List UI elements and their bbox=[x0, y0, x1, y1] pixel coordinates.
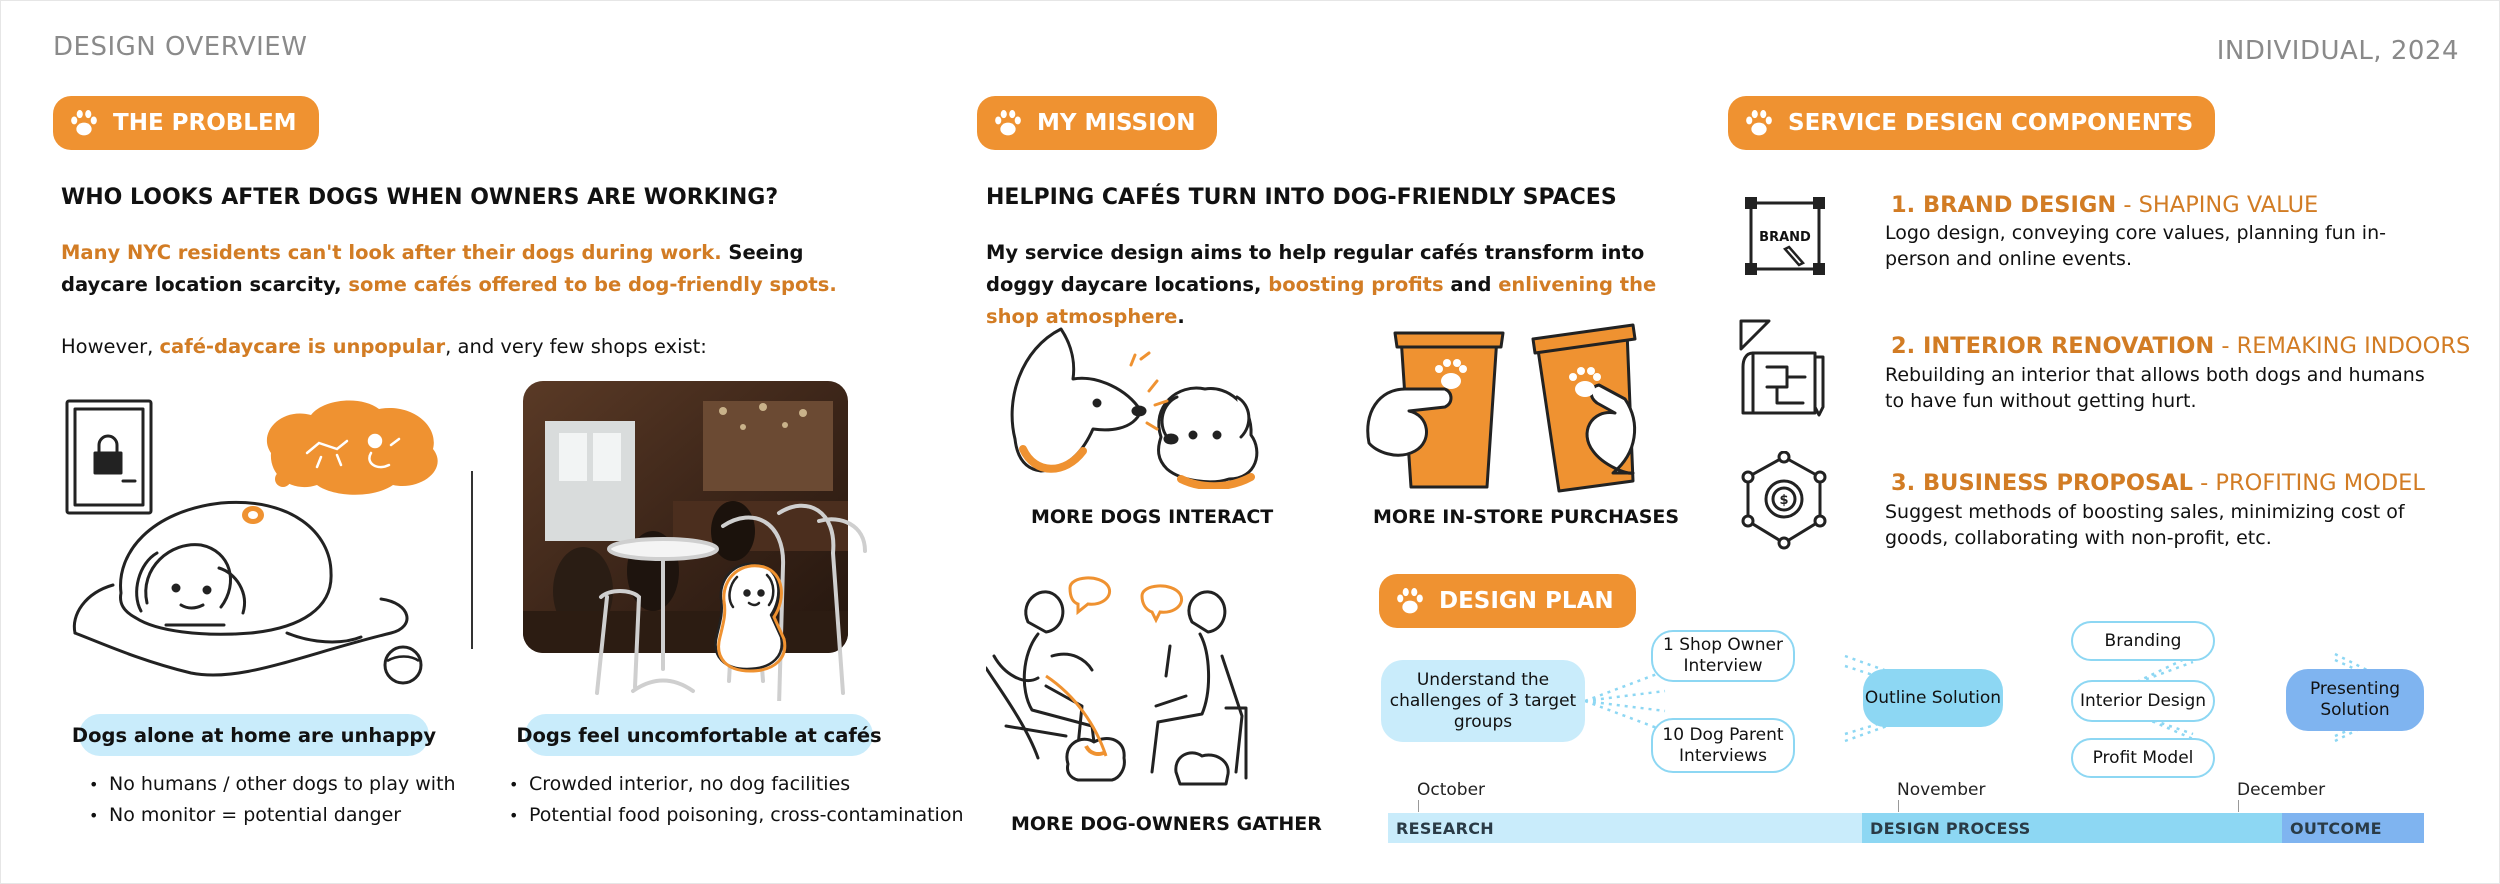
problem-text-highlight: Many NYC residents can't look after their dogs during work. bbox=[61, 241, 722, 264]
timeline-tick bbox=[1898, 800, 1899, 812]
component-title-text: 3. BUSINESS PROPOSAL bbox=[1891, 470, 2193, 496]
component-subtitle: - REMAKING INDOORS bbox=[2214, 333, 2471, 359]
mission-text-highlight: enlivening the shop atmosphere bbox=[986, 273, 1657, 328]
brand-icon-text: BRAND bbox=[1759, 230, 1811, 245]
problem-paragraph-1 bbox=[61, 237, 881, 301]
timeline-month-october: October bbox=[1417, 780, 1486, 800]
dogs-interact-illustration bbox=[1001, 319, 1281, 489]
problem-home-bullets bbox=[87, 769, 456, 831]
node-presenting-solution: Presenting Solution bbox=[2286, 669, 2424, 731]
page-title: DESIGN OVERVIEW bbox=[53, 32, 308, 62]
node-dog-parent-interviews: 10 Dog Parent Interviews bbox=[1651, 718, 1795, 773]
timeline-month-november: November bbox=[1897, 780, 1986, 800]
component-desc-business: Suggest methods of boosting sales, minimizing cost of goods, collaborating with non-profit, etc. bbox=[1885, 501, 2405, 549]
list-item: • Potential food poisoning, cross-contamination bbox=[507, 800, 964, 831]
problem-cafe-bullets bbox=[507, 769, 964, 831]
problem-text: , and very few shops exist: bbox=[445, 335, 707, 358]
divider bbox=[471, 471, 473, 649]
cafe-photo bbox=[523, 381, 871, 701]
cafe-purchases-illustration bbox=[1359, 323, 1649, 493]
page-meta: INDIVIDUAL, 2024 bbox=[2216, 36, 2459, 66]
component-subtitle: - SHAPING VALUE bbox=[2116, 192, 2319, 218]
node-interior-design: Interior Design bbox=[2071, 680, 2215, 722]
profit-network-icon bbox=[1739, 451, 1829, 551]
phase-outcome: OUTCOME bbox=[2282, 813, 2424, 843]
problem-text-highlight: some cafés offered to be dog-friendly spots. bbox=[348, 273, 837, 296]
sad-dog-illustration bbox=[61, 393, 461, 693]
mission-pill bbox=[977, 96, 1217, 150]
list-item: • No monitor = potential danger bbox=[87, 800, 456, 831]
component-title-text: 2. INTERIOR RENOVATION bbox=[1891, 333, 2215, 359]
component-title-interior bbox=[1891, 333, 2470, 359]
mission-pill-label: MY MISSION bbox=[1037, 110, 1196, 136]
component-desc-interior: Rebuilding an interior that allows both dogs and humans to have fun without getting hurt. bbox=[1885, 364, 2425, 412]
phase-design-process: DESIGN PROCESS bbox=[1862, 813, 2282, 843]
mission-text: . bbox=[1177, 305, 1185, 328]
paw-icon bbox=[67, 106, 101, 140]
problem-paragraph-2 bbox=[61, 331, 881, 363]
list-item: • No humans / other dogs to play with bbox=[87, 769, 456, 800]
mission-text: My service design aims to help regular cafés transform into doggy daycare locations, bbox=[986, 241, 1645, 296]
problem-text-highlight: café-daycare is unpopular bbox=[159, 335, 446, 358]
list-item: • Crowded interior, no dog facilities bbox=[507, 769, 964, 800]
node-outline-solution: Outline Solution bbox=[1863, 669, 2003, 727]
brand-icon bbox=[1743, 197, 1827, 277]
node-branding: Branding bbox=[2071, 621, 2215, 661]
problem-pill-label: THE PROBLEM bbox=[113, 110, 297, 136]
problem-chip-home: Dogs alone at home are unhappy bbox=[79, 714, 429, 756]
problem-text: Seeing daycare location scarcity, bbox=[61, 241, 804, 296]
paw-icon bbox=[991, 106, 1025, 140]
component-title-business bbox=[1891, 470, 2425, 496]
svg-text:$: $ bbox=[1779, 493, 1789, 508]
mission-text: and bbox=[1443, 273, 1499, 296]
paw-icon bbox=[1393, 584, 1427, 618]
problem-text: However, bbox=[61, 335, 160, 358]
caption-purchases: MORE IN-STORE PURCHASES bbox=[1373, 506, 1680, 528]
node-profit-model: Profit Model bbox=[2071, 738, 2215, 778]
plan-pill-label: DESIGN PLAN bbox=[1439, 588, 1614, 614]
caption-owners-gather: MORE DOG-OWNERS GATHER bbox=[1011, 813, 1322, 835]
component-desc-brand: Logo design, conveying core values, planning fun in-person and online events. bbox=[1885, 222, 2386, 270]
node-shop-owner-interview: 1 Shop Owner Interview bbox=[1651, 630, 1795, 682]
blueprint-icon bbox=[1737, 317, 1833, 417]
paw-icon bbox=[1742, 106, 1776, 140]
component-title-brand bbox=[1891, 192, 2318, 218]
timeline-tick bbox=[1418, 800, 1419, 812]
owners-gather-illustration bbox=[986, 576, 1296, 796]
components-pill-label: SERVICE DESIGN COMPONENTS bbox=[1788, 110, 2194, 136]
timeline-month-december: December bbox=[2237, 780, 2326, 800]
mission-heading: HELPING CAFÉS TURN INTO DOG-FRIENDLY SPACES bbox=[986, 185, 1617, 210]
problem-pill bbox=[53, 96, 319, 150]
problem-chip-cafe: Dogs feel uncomfortable at cafés bbox=[525, 714, 873, 756]
mission-text-highlight: boosting profits bbox=[1268, 273, 1444, 296]
phase-research: RESEARCH bbox=[1388, 813, 1862, 843]
problem-heading: WHO LOOKS AFTER DOGS WHEN OWNERS ARE WORKING? bbox=[61, 185, 779, 210]
components-pill bbox=[1728, 96, 2215, 150]
caption-dogs-interact: MORE DOGS INTERACT bbox=[1031, 506, 1274, 528]
timeline-tick bbox=[2238, 800, 2239, 812]
component-title-text: 1. BRAND DESIGN bbox=[1891, 192, 2117, 218]
node-understand: Understand the challenges of 3 target groups bbox=[1381, 660, 1585, 742]
component-subtitle: - PROFITING MODEL bbox=[2192, 470, 2425, 496]
